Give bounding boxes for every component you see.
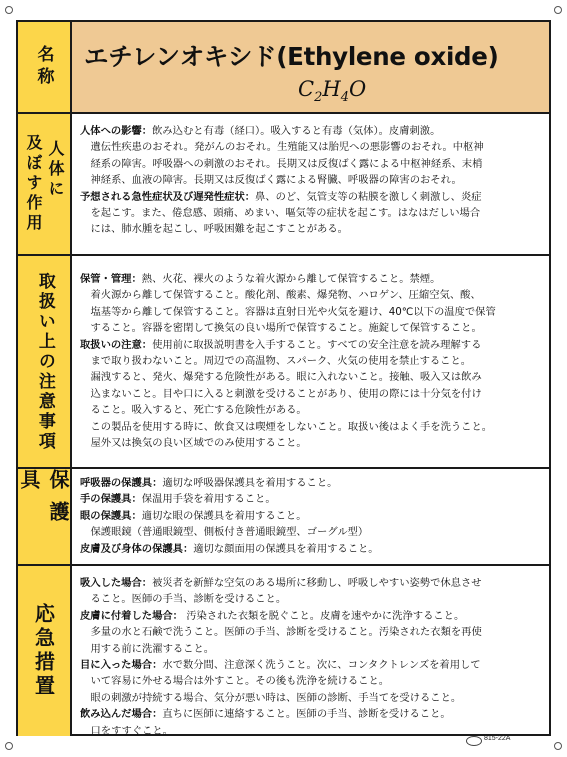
subheading: 保管・管理： (80, 273, 142, 285)
text-line: 取扱いの注意：使用前に取扱説明書を入手すること。すべての安全注意を読み理解する (80, 338, 482, 351)
subheading: 呼吸器の保護具： (80, 477, 163, 489)
text-line: には、肺水腫を起こし、呼吸困難を起こすことがある。 (90, 223, 348, 236)
name-label: 名称 (33, 45, 54, 89)
text-line: ること。医師の手当、診断を受けること。 (90, 593, 287, 606)
text-line: まで取り扱わないこと。周辺での高温物、スパーク、火気の使用を禁止すること。 (90, 355, 472, 368)
title-row (18, 22, 549, 114)
text-line: 手の保護具：保温用手袋を着用すること。 (80, 493, 276, 506)
protection-label-cell (18, 469, 72, 564)
chemical-formula: $C_2H_4O$ (298, 77, 367, 106)
protection-text (80, 475, 541, 564)
protection-row (18, 469, 549, 566)
chemical-name-jp: エチレンオキシド (84, 42, 277, 71)
text-line: 込まないこと。目や口に入ると刺激を受けることがあり、使用の際には十分気を付け (90, 387, 482, 400)
text-line: を起こす。また、倦怠感、頭痛、めまい、嘔気等の症状を起こす。はなはだしい場合 (90, 207, 481, 220)
mounting-hole-bottom-left (5, 742, 13, 750)
text-line: 用する前に洗濯すること。 (90, 642, 215, 655)
text-line: この製品を使用する時に、飲食又は喫煙をしないこと。取扱い後はよく手を洗うこと。 (90, 420, 493, 433)
text-line: 飲み込んだ場合：直ちに医師に連絡すること。医師の手当、診断を受けること。 (80, 708, 451, 721)
text-line: 人体への影響：飲み込むと有毒（経口）。吸入すると有毒（気体）。皮膚刺激。 (80, 125, 441, 137)
manufacturer-logo-icon (466, 736, 482, 746)
mounting-hole-top-right (554, 6, 562, 14)
text-line: 眼の保護具：適切な眼の保護具を着用すること。 (80, 509, 307, 522)
text-line: すること。容器を密閉して換気の良い場所で保管すること。施錠して保管すること。 (90, 322, 482, 335)
handling-text (80, 271, 541, 467)
safety-sign (16, 20, 551, 736)
text-line: 着火源から離して保管すること。酸化剤、酸素、爆発物、ハロゲン、圧縮空気、酸、 (90, 289, 481, 302)
mounting-hole-bottom-right (554, 742, 562, 750)
subheading: 目に入った場合： (80, 659, 163, 672)
text-line: 目に入った場合：水で数分間、注意深く洗うこと。次に、コンタクトレンズを着用して (80, 659, 481, 672)
subheading: 吸入した場合： (80, 577, 153, 589)
first-aid-text (80, 575, 541, 736)
text-line: 塩基等から離して保管すること。容器は直射日光や火気を避け、40℃以下の温度で保管 (90, 305, 496, 318)
text-line: 多量の水と石鹸で洗うこと。医師の手当、診断を受けること。汚染された衣類を再使 (90, 626, 482, 639)
protection-label: 保護具 (17, 469, 70, 533)
text-line: 保護眼鏡（普通眼鏡型、側板付き普通眼鏡型、ゴーグル型） (90, 526, 369, 539)
product-code: 815-22A (484, 735, 511, 742)
text-line: 予想される急性症状及び遅発性症状：鼻、のど、気管支等の粘膜を激しく刺激し、炎症 (80, 190, 482, 203)
handling-label: 取扱い上の注意事項 (34, 271, 55, 452)
text-line: 遺伝性疾患のおそれ。発がんのおそれ。生殖能又は胎児への悪影響のおそれ。中枢神 (90, 141, 484, 154)
text-line: 皮膚及び身体の保護具：適切な顔面用の保護具を着用すること。 (80, 542, 379, 555)
health-label-line1: 人体に (46, 140, 65, 200)
text-line: 神経系、血液の障害。長期又は反復ばく露による腎臓、呼吸器の障害のおそれ。 (90, 174, 462, 187)
text-line: 屋外又は換気の良い区域でのみ使用すること。 (90, 437, 307, 450)
name-label-cell (18, 22, 72, 112)
text-line: 漏洩すると、発火、爆発する危険性がある。眼に入れないこと。接触、吸入又は飲み (90, 371, 482, 384)
health-effects-text (80, 123, 541, 254)
text-line: 皮膚に付着した場合： 汚染された衣類を脱ぐこと。皮膚を速やかに洗浄すること。 (80, 609, 465, 622)
first-aid-label: 応急措置 (31, 603, 56, 699)
text-line: 経系の障害。呼吸器への刺激のおそれ。長期又は反復ばく露による中枢神経系、末梢 (90, 157, 483, 170)
subheading: 眼の保護具： (80, 509, 142, 522)
first-aid-row (18, 566, 549, 736)
text-line: 眼の刺激が持続する場合、気分が悪い時は、医師の診断、手当てを受けること。 (90, 691, 462, 704)
subheading: 飲み込んだ場合： (80, 708, 163, 721)
subheading: 予想される急性症状及び遅発性症状： (80, 190, 256, 203)
subheading: 手の保護具： (80, 493, 142, 506)
subheading: 取扱いの注意： (80, 338, 153, 351)
chemical-name-en: (Ethylene oxide) (276, 42, 499, 71)
health-label-line2: 及ぼす作用 (24, 134, 43, 234)
text-line: いて容易に外せる場合は外すこと。その後も洗浄を続けること。 (90, 675, 390, 688)
subheading: 人体への影響： (80, 125, 153, 137)
first-aid-label-cell (18, 566, 72, 736)
title-cell (72, 22, 549, 112)
text-line: 呼吸器の保護具：適切な呼吸器保護具を着用すること。 (80, 477, 338, 489)
text-line: ること。吸入すると、死亡する危険性がある。 (90, 404, 307, 417)
handling-label-cell (18, 256, 72, 467)
subheading: 皮膚に付着した場合： (80, 609, 183, 622)
health-label-cell (18, 114, 72, 254)
health-effects-row (18, 114, 549, 256)
text-line: 吸入した場合：被災者を新鮮な空気のある場所に移動し、呼吸しやすい姿勢で休息させ (80, 577, 482, 589)
subheading: 皮膚及び身体の保護具： (80, 542, 194, 555)
mounting-hole-top-left (5, 6, 13, 14)
text-line: 保管・管理：熱、火花、裸火のような着火源から離して保管すること。禁煙。 (80, 273, 441, 285)
chemical-name (84, 38, 499, 73)
text-line: 口をすすぐこと。 (90, 724, 173, 737)
handling-row (18, 256, 549, 469)
